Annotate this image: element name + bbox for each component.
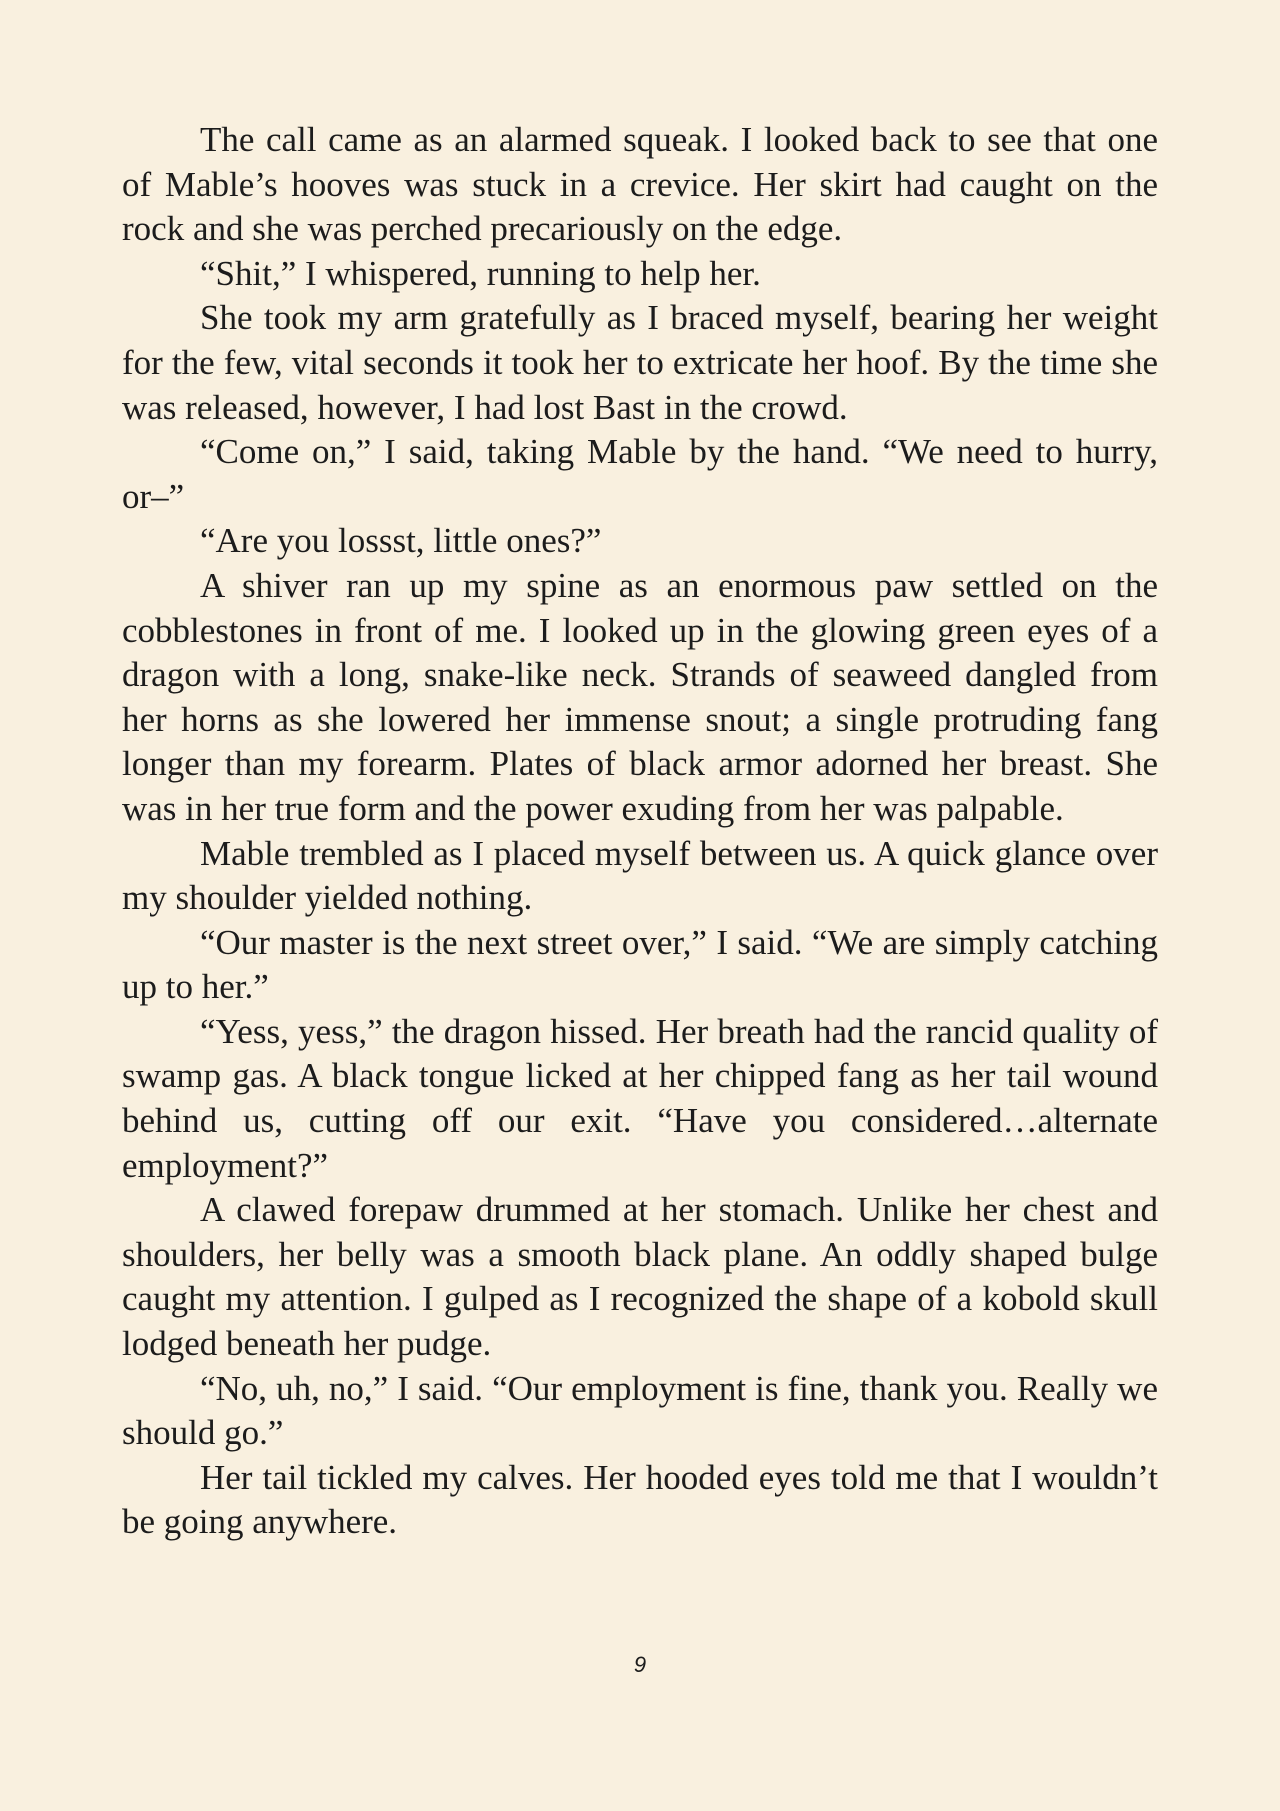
paragraph: “Come on,” I said, taking Mable by the hand. “We need to hurry, or–”	[122, 432, 1158, 516]
body-text	[122, 118, 1158, 1545]
paragraph: “Our master is the next street over,” I said. “We are simply catching up to her.”	[122, 922, 1158, 1007]
paragraph: A clawed forepaw drummed at her stomach. Unlike her chest and shoulders, her belly was a smooth black plane. An oddly shaped bulge caught my attention. I gulped as I recognized the shape of a kobold skull lodged beneath her pudge.	[122, 1190, 1158, 1364]
paragraph: “Are you lossst, little ones?”	[200, 521, 602, 561]
paragraph: A shiver ran up my spine as an enormous paw settled on the cobblestones in front of me. I looked up in the glowing green eyes of a dragon with a long, snake-like neck. Strands of seaweed dangled from her horns as she lowered her immense snout; a single protruding fang longer than my forearm. Plates of black armor adorned her breast. She was in her true form and the power exuding from her was palpable.	[122, 565, 1158, 828]
paragraph: “Shit,” I whispered, running to help her.	[200, 253, 761, 293]
paragraph: The call came as an alarmed squeak. I looked back to see that one of Mable’s hooves was stuck in a crevice. Her skirt had caught on the rock and she was perched precariously on the edge.	[122, 120, 1158, 249]
page-number: 9	[633, 1652, 647, 1677]
paragraph: “No, uh, no,” I said. “Our employment is fine, thank you. Really we should go.”	[122, 1368, 1158, 1453]
paragraph: She took my arm gratefully as I braced myself, bearing her weight for the few, vital seconds it took her to extricate her hoof. By the time she was released, however, I had lost Bast in the crowd.	[122, 298, 1158, 427]
paragraph: Her tail tickled my calves. Her hooded eyes told me that I wouldn’t be going anywhere.	[122, 1457, 1158, 1542]
paragraph: Mable trembled as I placed myself between us. A quick glance over my shoulder yielded nothing.	[122, 833, 1158, 918]
paragraph: “Yess, yess,” the dragon hissed. Her breath had the rancid quality of swamp gas. A black tongue licked at her chipped fang as her tail wound behind us, cutting off our exit. “Have you considered…alternate employment?”	[122, 1011, 1158, 1185]
